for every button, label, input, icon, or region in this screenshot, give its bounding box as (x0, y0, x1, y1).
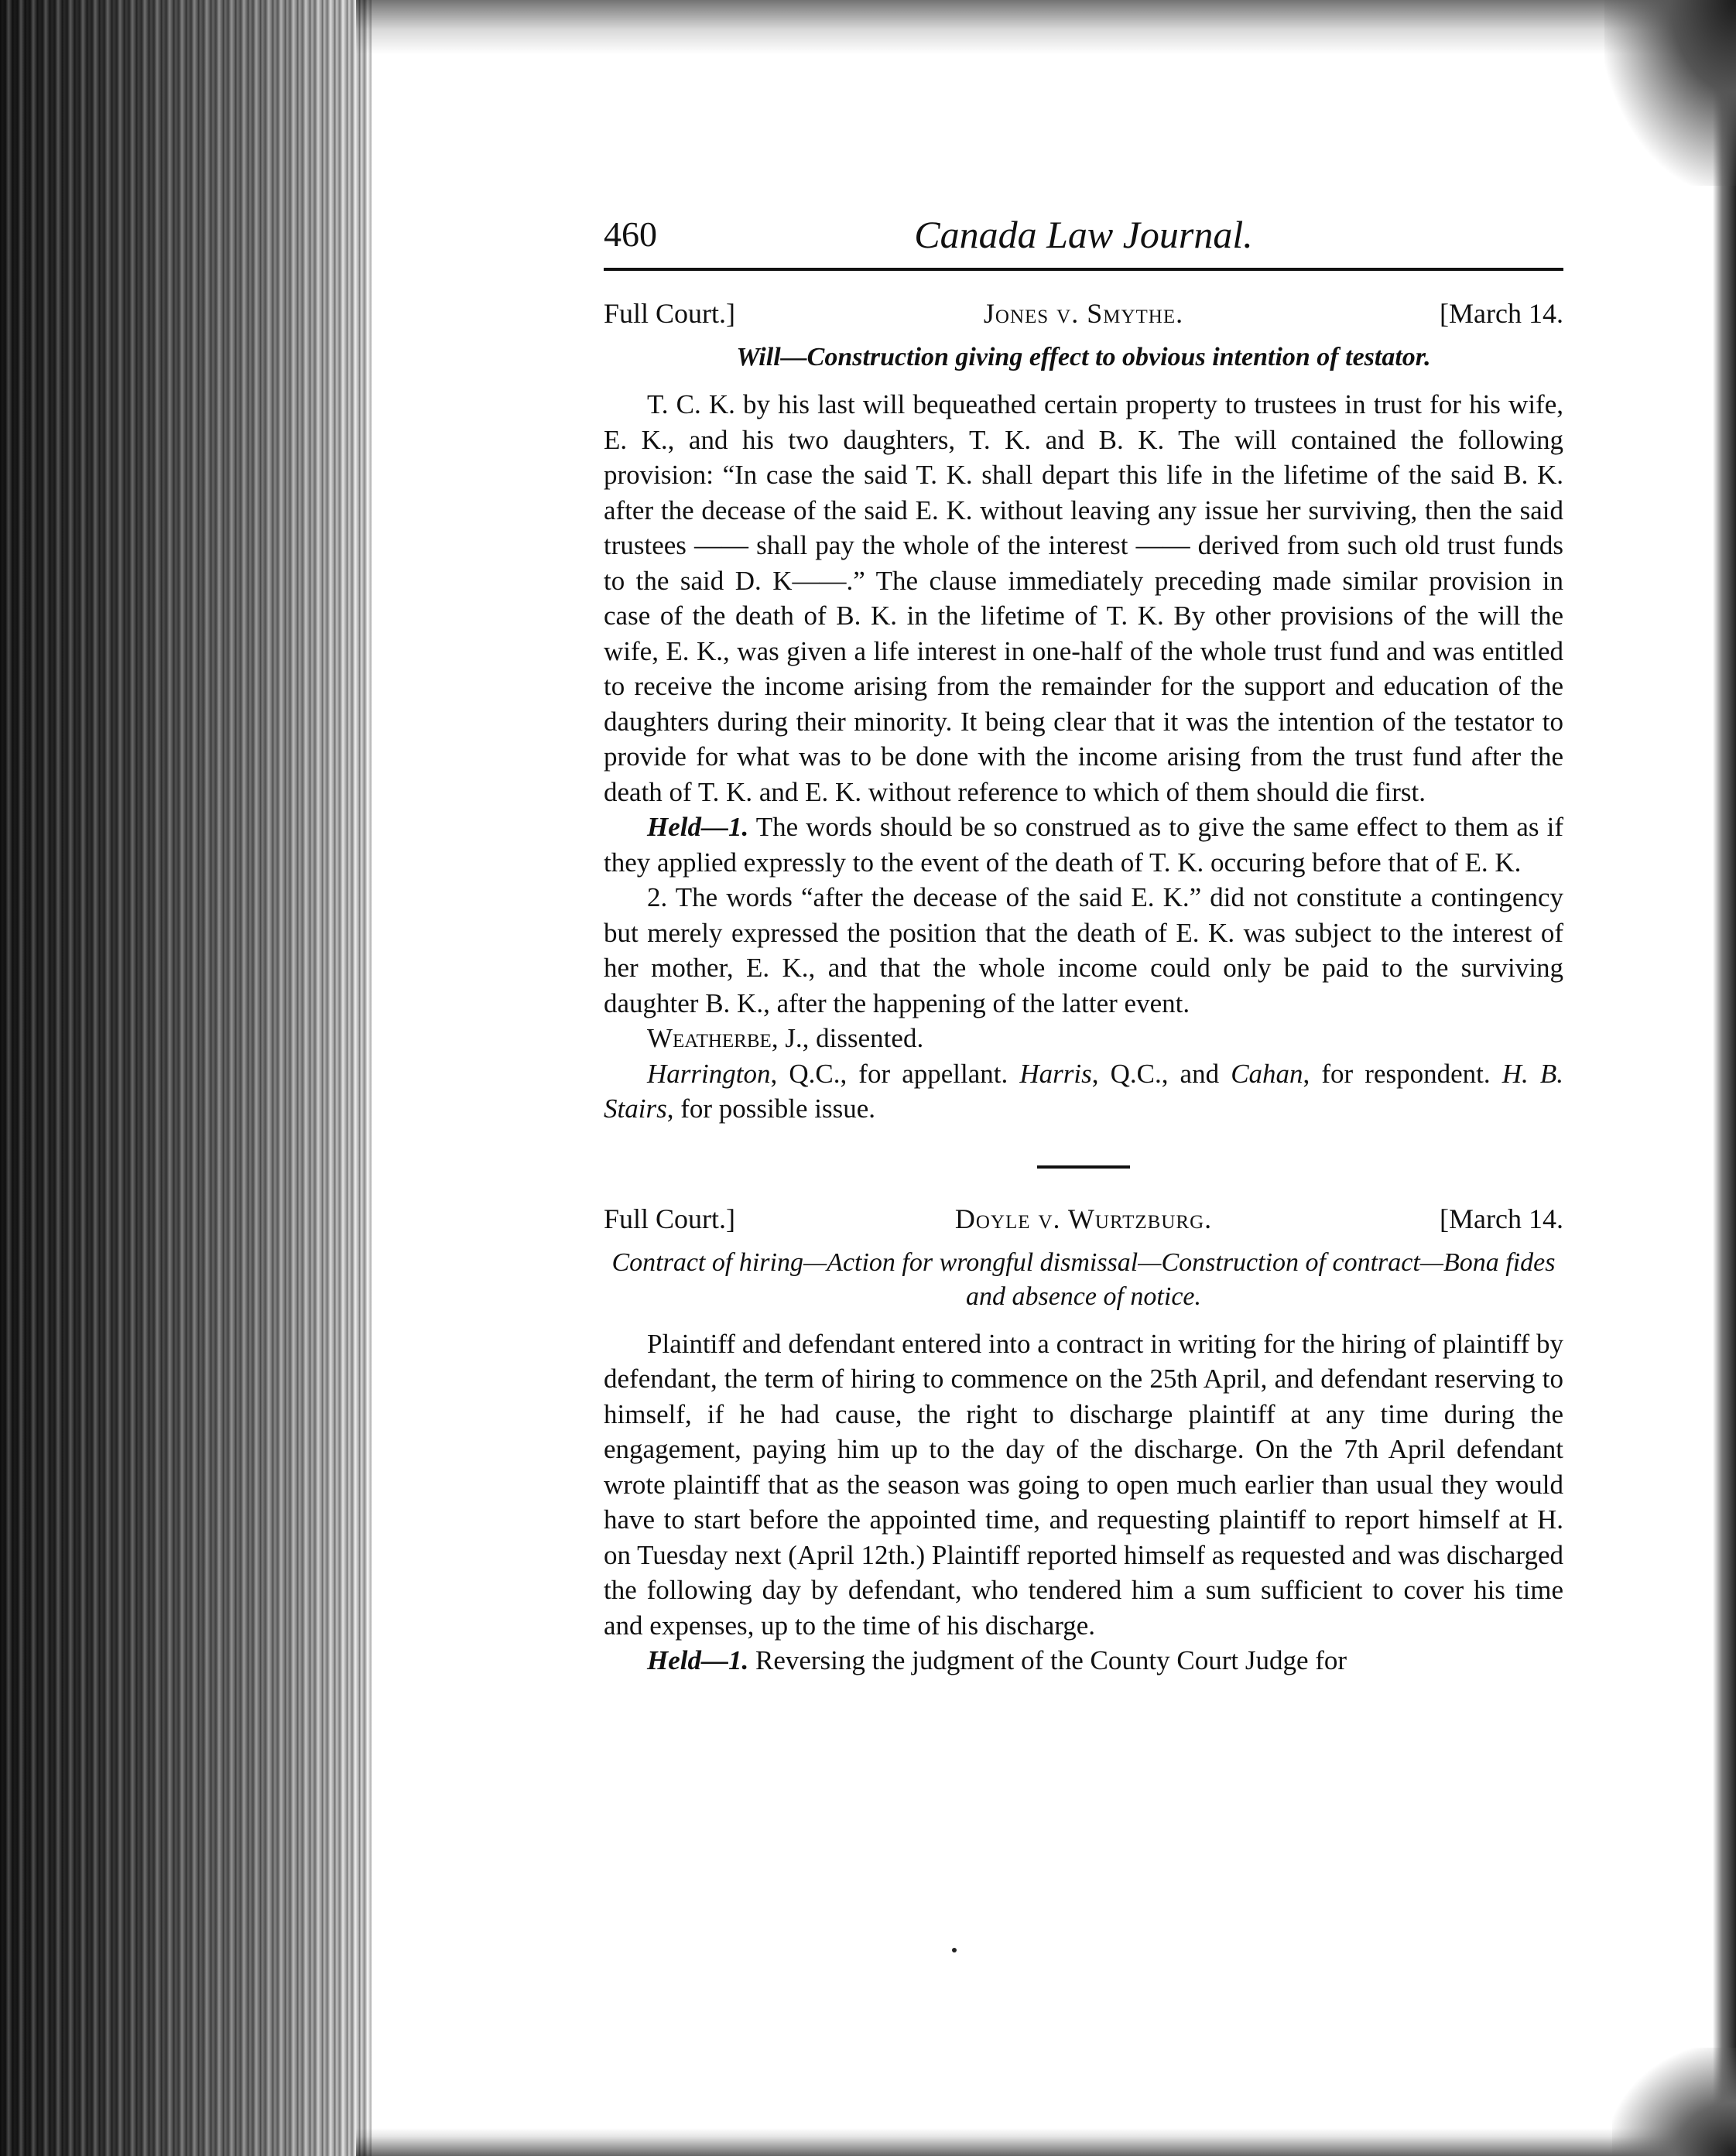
court-label: Full Court.] (604, 1203, 736, 1234)
dissent-line (604, 1021, 1563, 1056)
case-subject: Contract of hiring—Action for wrongful dismissal—Construction of contract—Bona fides and absence of notice. (611, 1247, 1556, 1311)
scan-edge-right (1713, 0, 1736, 2156)
page-header (604, 209, 1563, 263)
journal-title: Canada Law Journal. (914, 213, 1253, 256)
case-date: [March 14. (1440, 1203, 1563, 1234)
judge-name: Weatherbe (647, 1023, 772, 1053)
counsel-line (604, 1056, 1563, 1127)
scan-corner-top-right (1604, 0, 1736, 186)
counsel-role: , Q.C., for appellant. (770, 1058, 1020, 1089)
case-heading-2 (604, 1203, 1563, 1243)
scan-edge-left (0, 0, 372, 2156)
case-heading-1 (604, 297, 1563, 337)
scan-edge-top (356, 0, 1736, 54)
held-paragraph-1 (604, 809, 1563, 880)
case-facts-paragraph: Plaintiff and defendant entered into a contract in writing for the hiring of plaintiff by defendant, the term of hiring to commence on the 25th April, and defendant reserving to himself, if he had cause, the right to discharge plaintiff at any time during the engagement, paying him up to the day of the discharge. On the 7th April defendant wrote plaintiff that as the season was going to open much earlier than usual they would have to start before the appointed time, and requesting plaintiff to report himself at H. on Tuesday next (April 12th.) Plaintiff reported himself as requested and was discharged the following day by defendant, who tendered him a sum sufficient to cover his time and expenses, up to the time of his discharge. (604, 1328, 1563, 1641)
page-number: 460 (604, 214, 657, 254)
court-label: Full Court.] (604, 298, 736, 329)
scan-corner-bottom-right (1612, 2048, 1736, 2156)
case-subject: Will—Construction giving effect to obvious intention of testator. (736, 343, 1431, 371)
case-name: Doyle v. Wurtzburg. (954, 1203, 1213, 1234)
counsel-name: H. B. Stairs (604, 1058, 1563, 1124)
dissent-text: , J., dissented. (771, 1023, 924, 1053)
counsel-role: , for possible issue. (666, 1093, 875, 1124)
header-rule (604, 268, 1563, 271)
section-divider (1037, 1165, 1130, 1169)
scan-edge-bottom (356, 2128, 1736, 2156)
held-text: Reversing the judgment of the County Court Judge for (748, 1645, 1347, 1675)
journal-page (604, 209, 1563, 1679)
held-paragraph-1 (604, 1643, 1563, 1679)
counsel-name: Cahan (1231, 1058, 1303, 1089)
held-label: Held—1. (647, 812, 749, 842)
case-facts-paragraph: T. C. K. by his last will bequeathed certain property to trustees in trust for his wife, E. K., and his two daughters, T. K. and B. K. The will contained the following provision: “In case the said T. K. shall depart this life in the lifetime of the said B. K. after the decease of the said E. K. without leaving any issue her surviving, then the said trustees —— shall pay the whole of the interest —— derived from such old trust funds to the said D. K——.” The clause immediately preceding made similar provision in case of the death of B. K. in the lifetime of T. K. By other provisions of the will the wife, E. K., was given a life interest in one-half of the whole trust fund and was entitled to receive the income arising from the remainder for the support and education of the daughters during their minority. It being clear that it was the intention of the testator to provide for what was to be done with the income arising from the trust fund after the death of T. K. and E. K. without reference to which of them should die first. (604, 389, 1563, 807)
counsel-role: , for respondent. (1303, 1058, 1502, 1089)
counsel-name: Harris (1019, 1058, 1092, 1089)
held-label: Held—1. (647, 1645, 749, 1675)
case-name: Jones v. Smythe. (983, 298, 1184, 329)
scan-speck (952, 1948, 957, 1952)
held-text: The words should be so construed as to give the same effect to them as if they applied expressly to the event of the death of T. K. occuring before that of E. K. (604, 812, 1563, 878)
counsel-name: Harrington (647, 1058, 771, 1089)
case-date: [March 14. (1440, 298, 1563, 329)
held-paragraph-2: 2. The words “after the decease of the said E. K.” did not constitute a contingency but merely expressed the position that the death of E. K. was subject to the interest of her mother, E. K., and that the whole income could only be paid to the surviving daughter B. K., after the happening of the latter event. (604, 882, 1563, 1018)
counsel-role: , Q.C., and (1091, 1058, 1231, 1089)
